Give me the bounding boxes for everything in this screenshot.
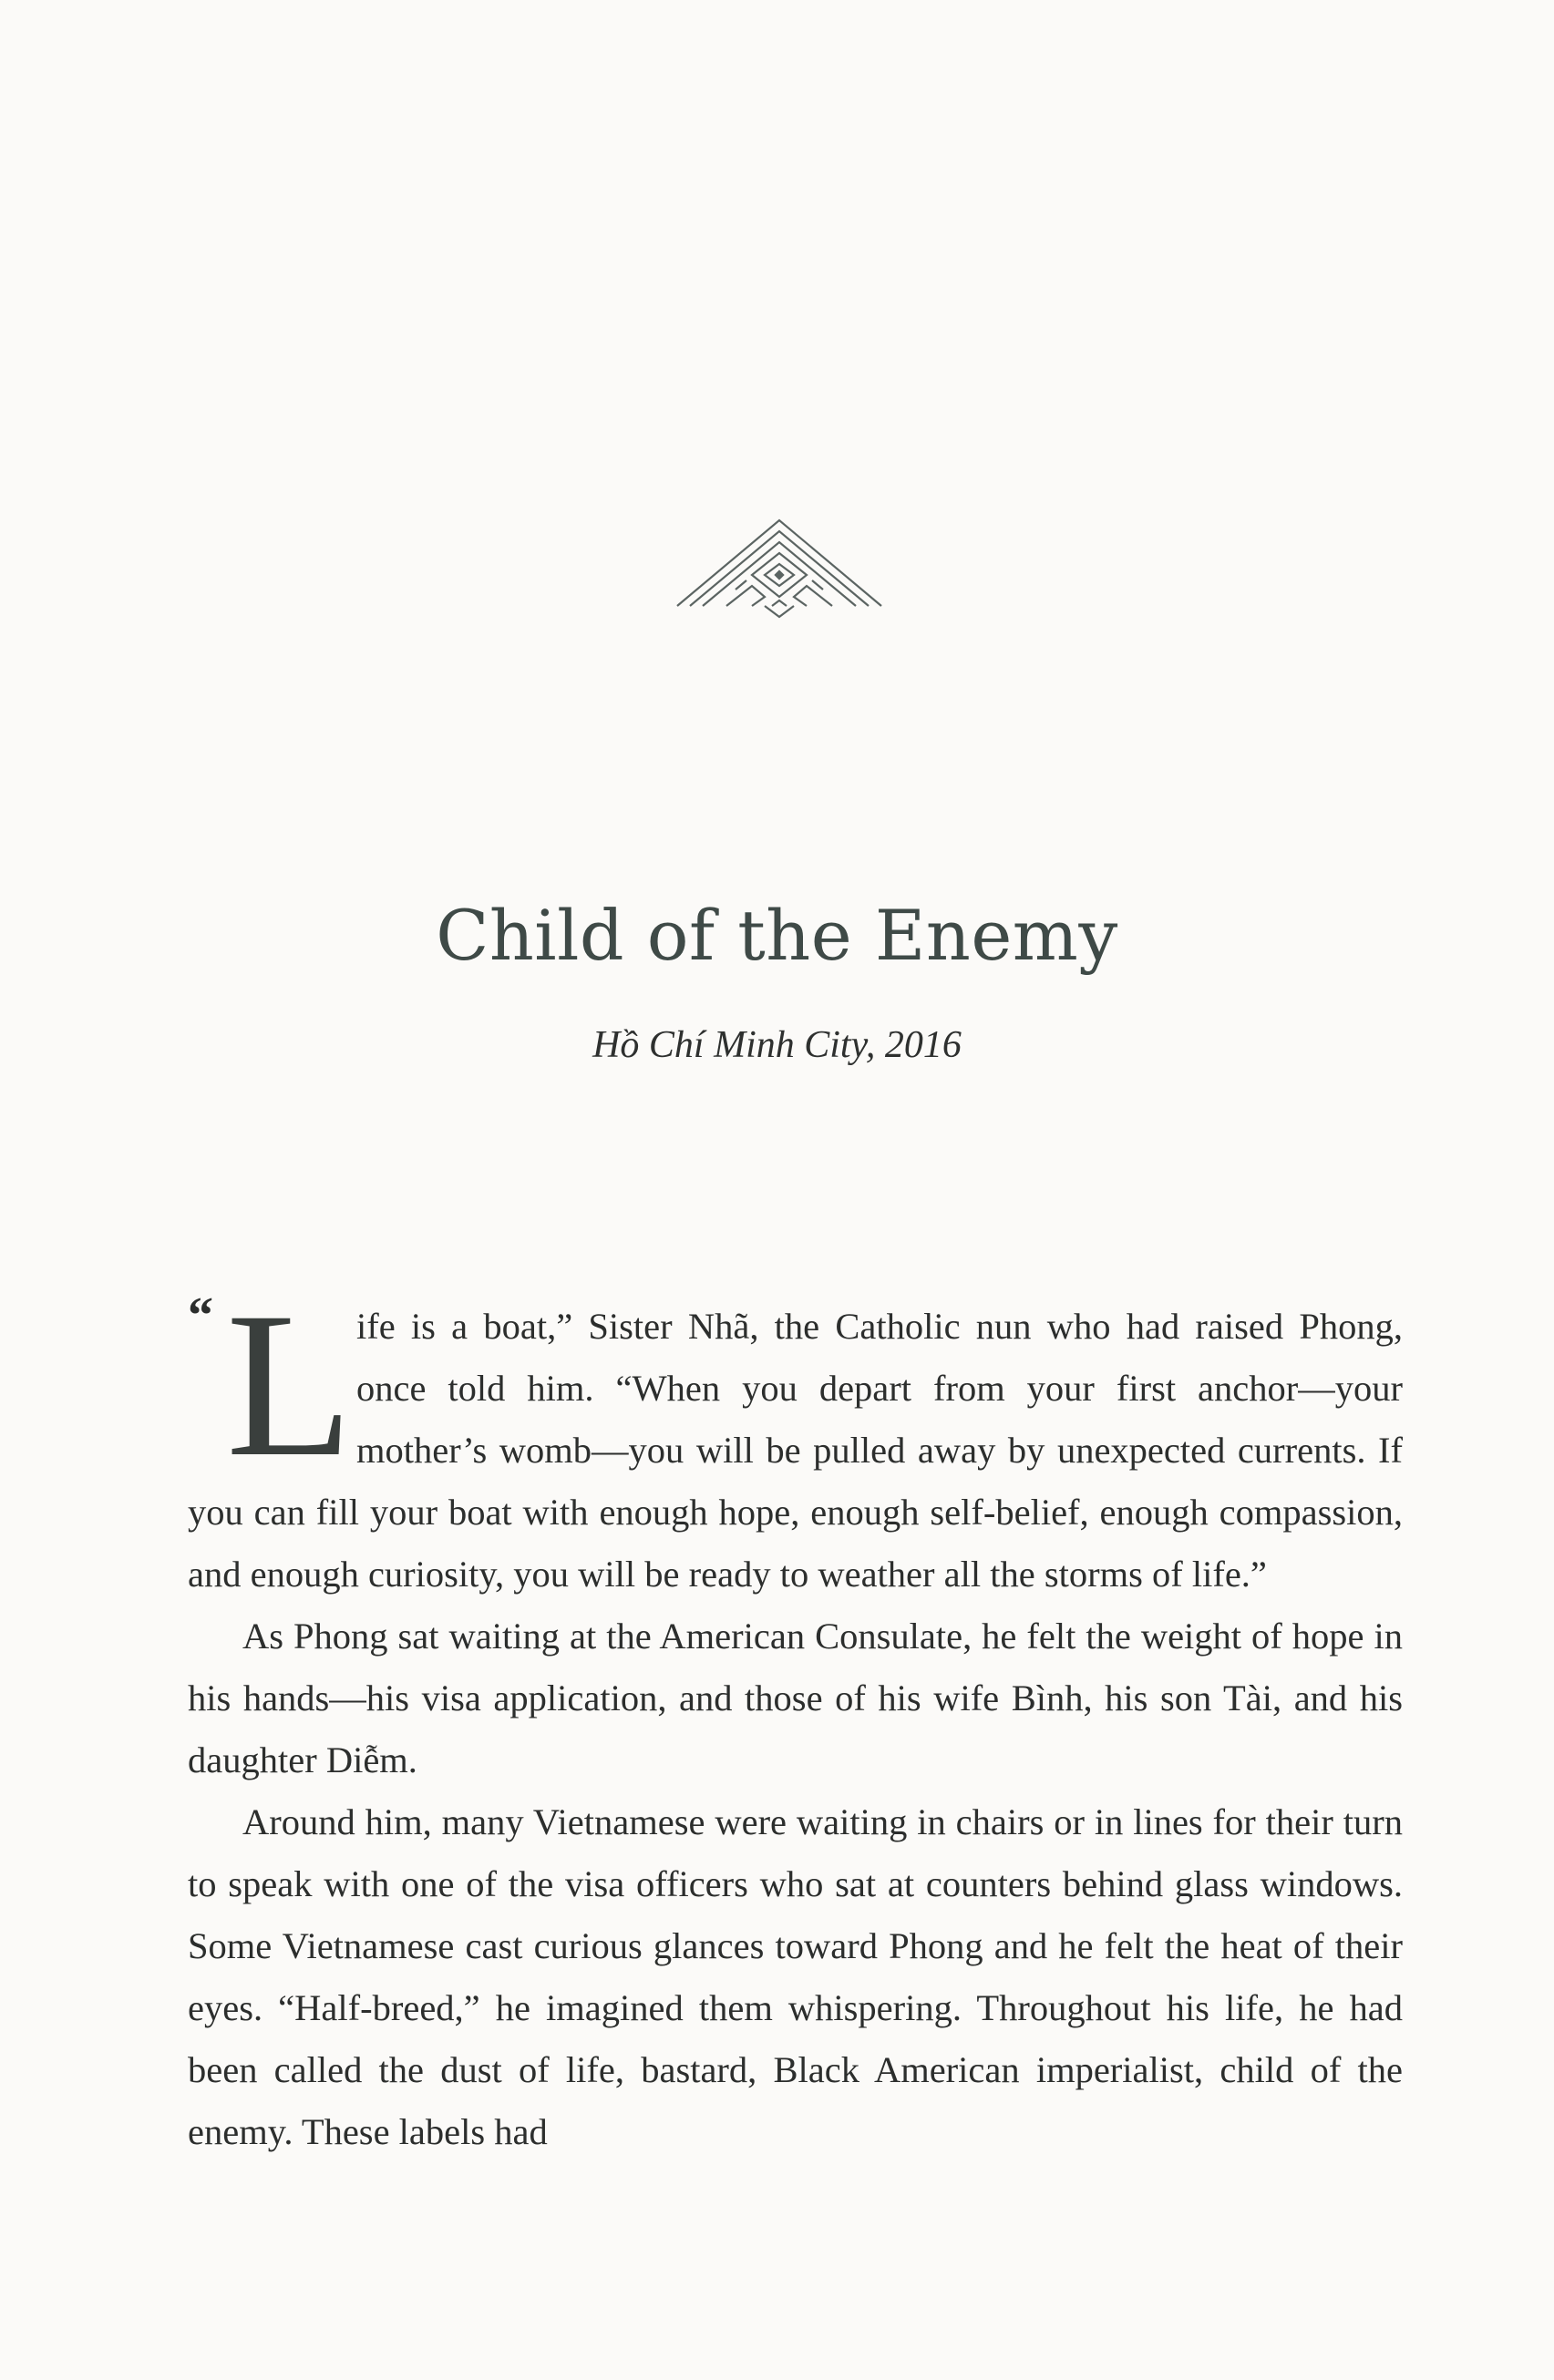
drop-cap xyxy=(188,1270,356,1500)
paragraph-1: ife is a boat,” Sister Nhã, the Catholic nun who had raised Phong, once told him. “When you depart from your first anchor—your mother’s womb—you will be pulled away by unexpected currents. If you can fill your boat with enough hope, enough self-belief, enough compassion, and enough curiosity, you will be ready to weather all the storms of life.” xyxy=(188,1306,1403,1595)
drop-cap-quote: “ xyxy=(188,1287,213,1344)
chapter-title: Child of the Enemy xyxy=(436,895,1118,976)
chapter-subtitle: Hồ Chí Minh City, 2016 xyxy=(592,1024,962,1066)
chapter-body xyxy=(188,1270,1403,2163)
diamond-lattice-ornament-icon xyxy=(670,515,889,629)
paragraph-3: Around him, many Vietnamese were waiting in chairs or in lines for their turn to speak with one of the visa officers who sat at counters behind glass windows. Some Vietnamese cast curious glances toward Phong and he felt the heat of their eyes. “Half-breed,” he imagined them whispering. Throughout his life, he had been called the dust of life, bastard, Black American imperialist, child of the enemy. These labels had xyxy=(188,1801,1403,2152)
paragraph-2: As Phong sat waiting at the American Consulate, he felt the weight of hope in his hands—his visa application, and those of his wife Bình, his son Tài, and his daughter Diễm. xyxy=(188,1616,1403,1780)
drop-cap-letter: L xyxy=(226,1270,354,1500)
